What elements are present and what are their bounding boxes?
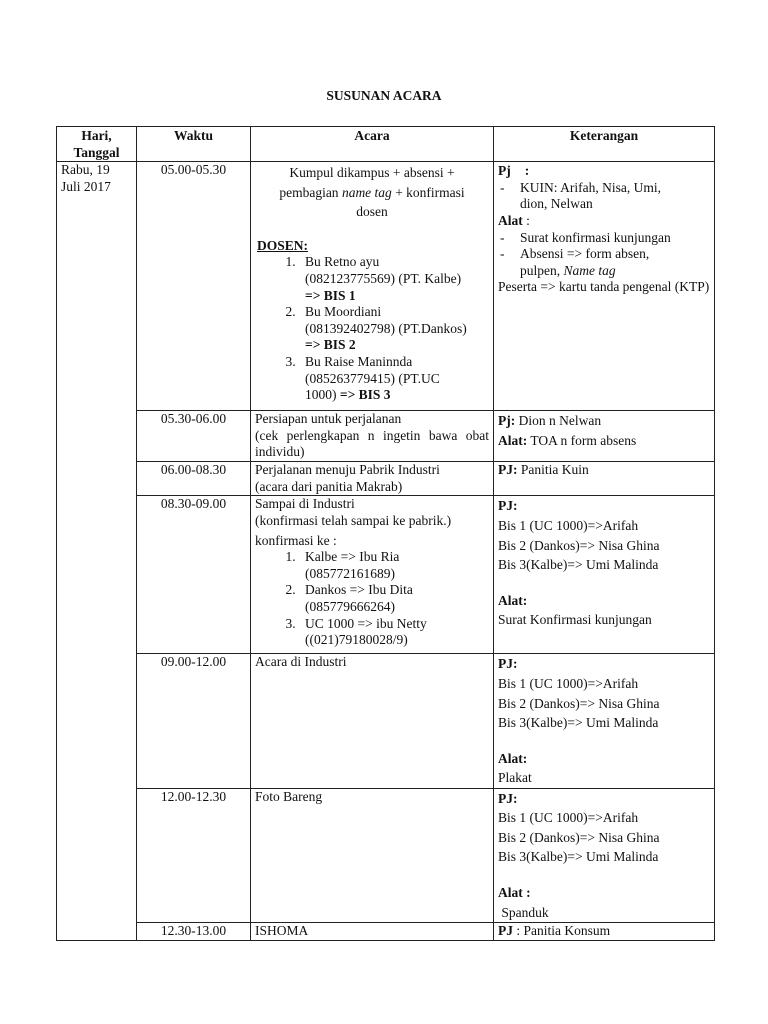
alat-value: Surat Konfirmasi kunjungan (498, 612, 652, 628)
activity-line: Foto Bareng (255, 788, 323, 804)
table-row (57, 496, 715, 654)
activity-cell (251, 654, 494, 788)
bis-line: Bis 1 (UC 1000)=>Arifah (498, 810, 639, 826)
alat-line: Alat : (498, 212, 530, 228)
dosen-label: DOSEN: (257, 237, 309, 253)
activity-line: Perjalanan menuju Pabrik Industri (255, 462, 440, 478)
notes-cell (494, 162, 715, 411)
time-cell: 08.30-09.00 (137, 496, 251, 654)
pj-label: PJ: (498, 656, 518, 672)
activity-line: dosen (356, 204, 388, 220)
activity-line: (acara dari panitia Makrab) (255, 478, 403, 494)
activity-cell (251, 162, 494, 411)
activity-line: pembagian name tag + konfirmasi (279, 184, 465, 200)
pj-line: PJ: Panitia Kuin (498, 462, 589, 478)
list-item: 2. Bu Moordiani (081392402798) (PT.Dankos) => BIS 2 (299, 304, 489, 354)
notes-cell (494, 462, 715, 496)
notes-cell (494, 654, 715, 788)
list-item: 1. Kalbe => Ibu Ria (085772161689) (299, 549, 489, 582)
pj-label: PJ: (498, 498, 518, 514)
header-keterangan: Keterangan (494, 127, 715, 162)
activity-cell (251, 923, 494, 941)
dosen-list (255, 254, 489, 403)
activity-line: Persiapan untuk perjalanan (255, 411, 402, 427)
notes-cell (494, 496, 715, 654)
table-row (57, 788, 715, 922)
schedule-table (56, 126, 715, 941)
bis-line: Bis 3(Kalbe)=> Umi Malinda (498, 557, 659, 573)
bis-line: Bis 2 (Dankos)=> Nisa Ghina (498, 695, 660, 711)
pj-line: Pj : (498, 163, 530, 179)
alat-value: Plakat (498, 770, 532, 786)
page-title: SUSUNAN ACARA (326, 88, 442, 103)
bis-line: Bis 3(Kalbe)=> Umi Malinda (498, 849, 659, 865)
alat-line: Alat: TOA n form absens (498, 432, 637, 448)
notes-cell (494, 923, 715, 941)
activity-cell (251, 462, 494, 496)
pj-line: Pj: Dion n Nelwan (498, 413, 602, 429)
table-row (57, 462, 715, 496)
activity-line: ISHOMA (255, 923, 309, 939)
time-cell: 05.00-05.30 (137, 162, 251, 411)
bis-line: Bis 1 (UC 1000)=>Arifah (498, 675, 639, 691)
list-item: 3. UC 1000 => ibu Netty ((021)79180028/9) (299, 616, 489, 649)
table-row (57, 654, 715, 788)
bis-line: Bis 1 (UC 1000)=>Arifah (498, 517, 639, 533)
activity-cell (251, 496, 494, 654)
list-item: 3. Bu Raise Maninnda (085263779415) (PT.UC 1000) => BIS 3 (299, 354, 489, 404)
activity-line: Acara di Industri (255, 654, 347, 670)
list-item: - KUIN: Arifah, Nisa, Umi, dion, Nelwan (498, 180, 710, 213)
activity-line: (cek perlengkapan n ingetin bawa obat individu) (255, 427, 489, 460)
pj-line: PJ : Panitia Konsum (498, 923, 611, 939)
konfirmasi-list (255, 549, 489, 649)
table-row (57, 411, 715, 462)
header-row (57, 127, 715, 162)
activity-line: (konfirmasi telah sampai ke pabrik.) (255, 512, 452, 528)
list-item: - Surat konfirmasi kunjungan (498, 230, 710, 247)
alat-list (498, 230, 710, 280)
activity-cell (251, 788, 494, 922)
list-item: 1. Bu Retno ayu (082123775569) (PT. Kalbe) => BIS 1 (299, 254, 489, 304)
date-cell: Rabu, 19 Juli 2017 (57, 162, 137, 941)
notes-cell (494, 788, 715, 922)
notes-cell (494, 411, 715, 462)
alat-label: Alat : (498, 885, 531, 900)
activity-line: Kumpul dikampus + absensi + (289, 165, 455, 181)
activity-line: konfirmasi ke : (255, 532, 337, 548)
header-acara: Acara (251, 127, 494, 162)
peserta-line: Peserta => kartu tanda pengenal (KTP) (498, 279, 710, 295)
list-item: - Absensi => form absen, pulpen, Name tag (498, 246, 710, 279)
time-cell: 12.30-13.00 (137, 923, 251, 941)
activity-cell (251, 411, 494, 462)
pj-label: PJ: (498, 790, 518, 806)
bis-line: Bis 2 (Dankos)=> Nisa Ghina (498, 537, 660, 553)
alat-label: Alat: (498, 750, 528, 766)
table-row (57, 923, 715, 941)
alat-label: Alat: (498, 592, 528, 608)
header-hari: Hari, Tanggal (57, 127, 137, 162)
alat-value: Spanduk (498, 904, 549, 920)
bis-line: Bis 2 (Dankos)=> Nisa Ghina (498, 829, 660, 845)
table-row (57, 162, 715, 411)
time-cell: 09.00-12.00 (137, 654, 251, 788)
time-cell: 12.00-12.30 (137, 788, 251, 922)
header-waktu: Waktu (137, 127, 251, 162)
list-item: 2. Dankos => Ibu Dita (085779666264) (299, 582, 489, 615)
time-cell: 05.30-06.00 (137, 411, 251, 462)
bis-line: Bis 3(Kalbe)=> Umi Malinda (498, 715, 659, 731)
activity-line: Sampai di Industri (255, 496, 355, 512)
kuin-list (498, 180, 710, 213)
time-cell: 06.00-08.30 (137, 462, 251, 496)
